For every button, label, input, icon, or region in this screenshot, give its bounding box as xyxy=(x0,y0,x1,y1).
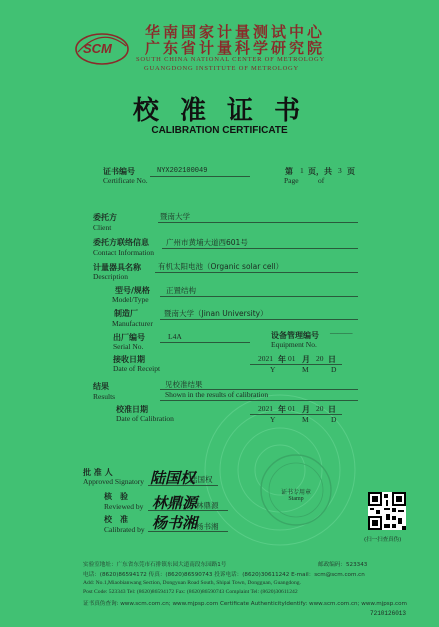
receipt-label-cn: 接收日期 xyxy=(113,355,145,364)
results-label-cn: 结果 xyxy=(93,382,109,391)
description-label-en: Description xyxy=(93,272,128,281)
qr-caption: (扫一扫查真伪) xyxy=(364,537,402,543)
footer-address-en: Add: No.1,Miaobianwang Section, Dongyuan Road South, Shipai Town, Dongguan, Guangdong. xyxy=(83,580,301,586)
reviewed-signature: 林鼎源 xyxy=(152,494,198,512)
stamp-label-cn: 证书专用章 xyxy=(280,489,311,496)
footer-postcode-cn: 邮政编码：523343 xyxy=(318,562,368,568)
serial-label-cn: 出厂编号 xyxy=(113,333,145,342)
approved-signature: 陆国权 xyxy=(150,469,196,487)
footer-address-cn: 实验室地址：广东省东莞市石排镇东园大道南段东园路1号 xyxy=(83,562,227,568)
receipt-month: 01 xyxy=(288,354,296,363)
results-value-en: Shown in the results of calibration xyxy=(165,390,269,399)
equipment-label-en: Equipment No. xyxy=(271,340,317,349)
page-cn-1: 第 xyxy=(285,167,293,176)
official-stamp xyxy=(258,452,334,528)
footer-web: 证书真伪查询: www.scm.com.cn; www.mjpsp.com Certificate Authenticityldentify: www.scm.com.cn; www.mjpsp.com xyxy=(83,601,407,607)
calibration-d-en: D xyxy=(331,415,337,424)
receipt-d-en: D xyxy=(331,365,337,374)
title-en: CALIBRATION CERTIFICATE xyxy=(151,125,288,136)
calibration-year: 2021 xyxy=(258,404,273,413)
serial-label-en: Serial No. xyxy=(113,342,144,351)
receipt-y-en: Y xyxy=(270,365,276,374)
reviewed-label-cn: 核 验 xyxy=(104,492,128,501)
footer-serial: 7210126013 xyxy=(370,610,407,617)
client-value: 暨南大学 xyxy=(160,212,190,221)
model-label-cn: 型号/规格 xyxy=(115,286,150,295)
reviewed-label-en: Reviewed by xyxy=(104,502,144,511)
approved-name: 陆国权 xyxy=(190,475,213,484)
approved-label-cn: 批 准 人 xyxy=(83,468,113,477)
calibration-date-label-cn: 校准日期 xyxy=(116,405,148,414)
logo-text: SCM xyxy=(83,41,112,56)
receipt-m-en: M xyxy=(302,365,309,374)
footer-phone-cn: 电话：(8620)86594172 传真：(8620)86590743 投诉电话：(8620)30611242 E-mail：scm@scm.com.cn xyxy=(83,572,365,578)
receipt-month-cn: 月 xyxy=(302,355,310,364)
org-name-cn-2: 广东省计量科学研究院 xyxy=(145,39,326,57)
manufacturer-label-cn: 制造厂 xyxy=(114,309,138,318)
page-cn-2: 页，共 xyxy=(308,167,332,176)
contact-label-en: Contact Information xyxy=(93,248,155,257)
calibrated-label-cn: 校 准 xyxy=(104,515,128,524)
of-en: of xyxy=(318,176,325,185)
results-label-en: Results xyxy=(93,392,116,401)
qr-code xyxy=(368,492,406,530)
model-label-en: Model/Type xyxy=(112,295,149,304)
equipment-label-cn: 设备管理编号 xyxy=(271,331,319,340)
page-total: 3 xyxy=(338,166,342,175)
manufacturer-label-en: Manufacturer xyxy=(112,319,153,328)
description-value: 有机太阳电池（Organic solar cell） xyxy=(158,262,284,271)
org-name-en-1: SOUTH CHINA NATIONAL CENTER OF METROLOGY xyxy=(136,56,326,63)
client-label-en: Client xyxy=(93,223,112,232)
org-name-en-2: GUANGDONG INSTITUTE OF METROLOGY xyxy=(144,65,300,72)
cert-no-label-en: Certificate No. xyxy=(103,176,148,185)
cert-no-label-cn: 证书编号 xyxy=(103,167,135,176)
manufacturer-value: 暨南大学（Jinan University） xyxy=(164,309,268,318)
client-label-cn: 委托方 xyxy=(93,213,117,222)
calibrated-signature: 杨书湘 xyxy=(152,514,198,532)
calibration-month: 01 xyxy=(288,404,296,413)
page-cn-3: 页 xyxy=(347,167,355,176)
scm-logo xyxy=(74,30,130,68)
calibrated-name: 杨书湘 xyxy=(196,522,219,531)
page-num: 1 xyxy=(300,166,304,175)
calibration-day-cn: 日 xyxy=(328,405,336,414)
title-cn: 校 准 证 书 xyxy=(132,96,307,126)
org-name-cn-1: 华南国家计量测试中心 xyxy=(145,23,326,41)
calibrated-label-en: Calibrated by xyxy=(104,525,145,534)
calibration-date-label-en: Date of Calibration xyxy=(116,414,174,423)
serial-value: L4A xyxy=(168,332,182,341)
page-en: Page xyxy=(284,176,299,185)
reviewed-name: 林鼎源 xyxy=(196,501,219,510)
stamp-label-en: Stamp xyxy=(288,496,304,502)
receipt-year: 2021 xyxy=(258,354,273,363)
calibration-month-cn: 月 xyxy=(302,405,310,414)
equipment-value: ——— xyxy=(330,328,353,337)
footer-postcode-en: Post Code: 523343 Tel: (8620)86594172 Fax: (8620)86590743 Complaint Tel: (8620)30611242 xyxy=(83,589,298,595)
description-label-cn: 计量器具名称 xyxy=(93,263,141,272)
contact-label-cn: 委托方联络信息 xyxy=(93,238,149,247)
model-value: 正置结构 xyxy=(166,286,196,295)
receipt-year-cn: 年 xyxy=(278,355,286,364)
calibration-year-cn: 年 xyxy=(278,405,286,414)
results-value-cn: 见校准结果 xyxy=(165,380,203,389)
calibration-y-en: Y xyxy=(270,415,276,424)
contact-value: 广州市黄埔大道西601号 xyxy=(166,238,248,247)
calibration-day: 20 xyxy=(316,404,324,413)
receipt-day-cn: 日 xyxy=(328,355,336,364)
receipt-day: 20 xyxy=(316,354,324,363)
cert-no-value: NYX202100049 xyxy=(157,167,208,175)
receipt-label-en: Date of Receipt xyxy=(113,364,161,373)
approved-label-en: Approved Signatory xyxy=(83,477,145,486)
calibration-m-en: M xyxy=(302,415,309,424)
